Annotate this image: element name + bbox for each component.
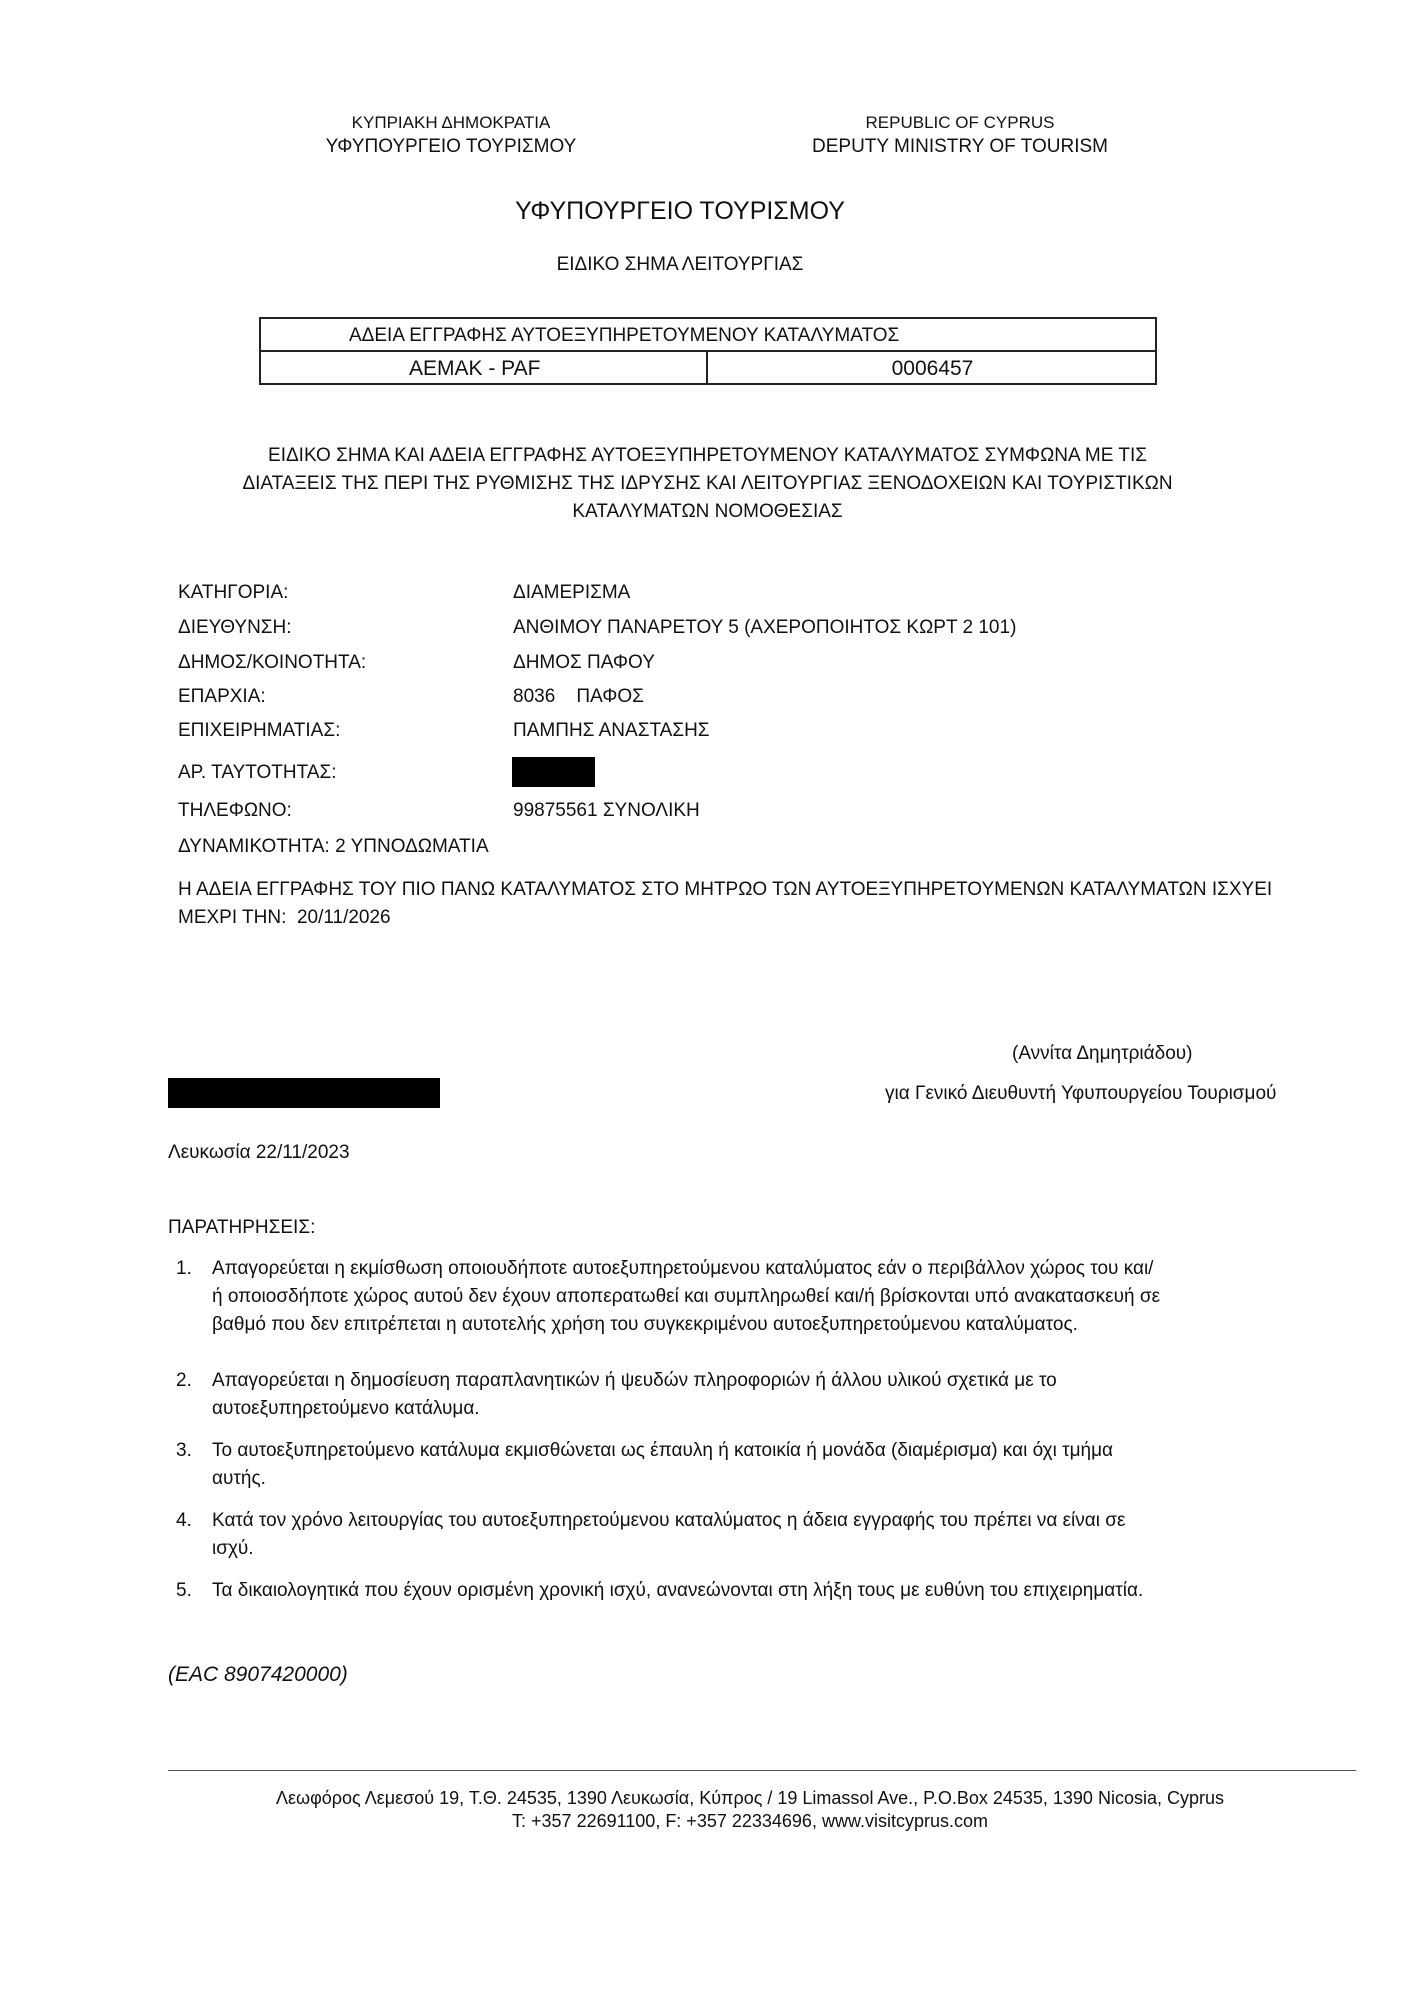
intro-line: ΕΙΔΙΚΟ ΣΗΜΑ ΚΑΙ ΑΔΕΙΑ ΕΓΓΡΑΦΗΣ ΑΥΤΟΕΞΥΠΗΡΕΤΟΥΜΕΝΟΥ ΚΑΤΑΛΥΜΑΤΟΣ ΣΥΜΦΩΝΑ ΜΕ ΤΙΣ	[268, 445, 1147, 466]
remark-item	[168, 1577, 1358, 1605]
capacity-label: ΔΥΝΑΜΙΚΟΤΗΤΑ: 2 ΥΠΝΟΔΩΜΑΤΙΑ	[178, 836, 489, 857]
signer-title: για Γενικό Διευθυντή Υφυπουργείου Τουρισμού	[885, 1083, 1277, 1104]
phone-label: ΤΗΛΕΦΩΝΟ:	[178, 800, 292, 821]
municipality-label: ΔΗΜΟΣ/ΚΟΙΝΟΤΗΤΑ:	[178, 652, 367, 673]
remarks-title: ΠΑΡΑΤΗΡΗΣΕΙΣ:	[168, 1217, 316, 1238]
validity-expiry: ΜΕΧΡΙ ΤΗΝ: 20/11/2026	[178, 907, 391, 928]
remark-number: 5.	[176, 1580, 192, 1601]
intro-line: ΚΑΤΑΛΥΜΑΤΩΝ ΝΟΜΟΘΕΣΙΑΣ	[572, 501, 843, 522]
signer-name: (Αννίτα Δημητριάδου)	[1012, 1043, 1193, 1064]
document-title: ΥΦΥΠΟΥΡΓΕΙΟ ΤΟΥΡΙΣΜΟΥ	[515, 197, 845, 225]
licence-box	[259, 317, 1157, 385]
id-number-redaction	[512, 757, 595, 787]
remark-line: ή οποιοσδήποτε χώρος αυτού δεν έχουν αποπερατωθεί και συμπληρωθεί και/ή βρίσκονται υπό ανακατασκευή σε	[212, 1286, 1161, 1307]
address-label: ΔΙΕΥΘΥΝΣΗ:	[178, 617, 292, 638]
remark-number: 3.	[176, 1440, 192, 1461]
remark-line: Τα δικαιολογητικά που έχουν ορισμένη χρονική ισχύ, ανανεώνονται στη λήξη τους με ευθύνη του επιχειρηματία.	[212, 1580, 1144, 1601]
remark-line: Απαγορεύεται η εκμίσθωση οποιουδήποτε αυτοεξυπηρετούμενου καταλύματος εάν ο περιβάλλον χώρος του και/	[212, 1258, 1154, 1279]
municipality-value: ΔΗΜΟΣ ΠΑΦΟΥ	[513, 652, 655, 673]
id-number-label: ΑΡ. ΤΑΥΤΟΤΗΤΑΣ:	[178, 762, 337, 783]
header-greek-ministry: ΥΦΥΠΟΥΡΓΕΙΟ ΤΟΥΡΙΣΜΟΥ	[325, 136, 577, 157]
remark-item	[168, 1437, 1358, 1493]
remark-number: 4.	[176, 1510, 192, 1531]
header-english-country: REPUBLIC OF CYPRUS	[865, 113, 1055, 132]
category-label: ΚΑΤΗΓΟΡΙΑ:	[178, 582, 289, 603]
licence-number: 0006457	[891, 357, 974, 380]
owner-value: ΠΑΜΠΗΣ ΑΝΑΣΤΑΣΗΣ	[513, 720, 710, 741]
validity-statement	[178, 876, 1358, 932]
licence-code: AEMAK - PAF	[261, 352, 708, 385]
owner-label: ΕΠΙΧΕΙΡΗΜΑΤΙΑΣ:	[178, 720, 341, 741]
intro-paragraph	[180, 442, 1235, 526]
footer-address: Λεωφόρος Λεμεσού 19, Τ.Θ. 24535, 1390 Λευκωσία, Κύπρος / 19 Limassol Ave., P.O.Box 24535, 1390 Nicosia, Cyprus	[276, 1788, 1224, 1808]
header-greek-country: ΚΥΠΡΙΑΚΗ ΔΗΜΟΚΡΑΤΙΑ	[351, 113, 551, 132]
remark-item	[168, 1367, 1358, 1423]
district-value: 8036 ΠΑΦΟΣ	[513, 686, 644, 707]
remark-line: Κατά τον χρόνο λειτουργίας του αυτοεξυπηρετούμενου καταλύματος η άδεια εγγραφής του πρέπει να είναι σε	[212, 1510, 1126, 1531]
remark-line: Το αυτοεξυπηρετούμενο κατάλυμα εκμισθώνεται ως έπαυλη ή κατοικία ή μονάδα (διαμέρισμα) και όχι τμήμα	[212, 1440, 1114, 1461]
footer-contact: T: +357 22691100, F: +357 22334696, www.visitcyprus.com	[512, 1811, 988, 1831]
address-value: ΑΝΘΙΜΟΥ ΠΑΝΑΡΕΤΟΥ 5 (ΑΧΕΡΟΠΟΙΗΤΟΣ ΚΩΡΤ 2 101)	[513, 617, 1017, 638]
header-english-ministry: DEPUTY MINISTRY OF TOURISM	[812, 136, 1108, 157]
licence-heading-row	[261, 319, 1155, 352]
remark-line: ισχύ.	[212, 1538, 254, 1559]
validity-line: Η ΑΔΕΙΑ ΕΓΓΡΑΦΗΣ ΤΟΥ ΠΙΟ ΠΑΝΩ ΚΑΤΑΛΥΜΑΤΟΣ ΣΤΟ ΜΗΤΡΩΟ ΤΩΝ ΑΥΤΟΕΞΥΠΗΡΕΤΟΥΜΕΝΩΝ ΚΑΤΑΛΥΜΑΤΩΝ ΙΣΧΥΕΙ	[178, 879, 1273, 900]
licence-heading: ΑΔΕΙΑ ΕΓΓΡΑΦΗΣ ΑΥΤΟΕΞΥΠΗΡΕΤΟΥΜΕΝΟΥ ΚΑΤΑΛΥΜΑΤΟΣ	[349, 325, 900, 346]
document-subtitle: ΕΙΔΙΚΟ ΣΗΜΑ ΛΕΙΤΟΥΡΓΙΑΣ	[556, 254, 804, 275]
remark-line: αυτής.	[212, 1468, 266, 1489]
remark-item	[168, 1507, 1358, 1563]
remark-line: Απαγορεύεται η δημοσίευση παραπλανητικών ή ψευδών πληροφοριών ή άλλου υλικού σχετικά με το	[212, 1370, 1057, 1391]
place-date: Λευκωσία 22/11/2023	[168, 1142, 350, 1163]
licence-number-row	[261, 352, 1155, 385]
remark-number: 2.	[176, 1370, 192, 1391]
remarks-list	[168, 1255, 1358, 1619]
signature-redaction	[168, 1078, 440, 1108]
footer-divider	[168, 1770, 1356, 1771]
eac-code: (EAC 8907420000)	[168, 1663, 348, 1686]
remark-item	[168, 1255, 1358, 1339]
remark-line: βαθμό που δεν επιτρέπεται η αυτοτελής χρήση του συγκεκριμένου αυτοεξυπηρετούμενου καταλύματος.	[212, 1314, 1078, 1335]
category-value: ΔΙΑΜΕΡΙΣΜΑ	[513, 582, 631, 603]
remark-number: 1.	[176, 1258, 192, 1279]
remark-line: αυτοεξυπηρετούμενο κατάλυμα.	[212, 1398, 480, 1419]
phone-value: 99875561 ΣΥΝΟΛΙΚΗ	[513, 800, 700, 821]
intro-line: ΔΙΑΤΑΞΕΙΣ ΤΗΣ ΠΕΡΙ ΤΗΣ ΡΥΘΜΙΣΗΣ ΤΗΣ ΙΔΡΥΣΗΣ ΚΑΙ ΛΕΙΤΟΥΡΓΙΑΣ ΞΕΝΟΔΟΧΕΙΩΝ ΚΑΙ ΤΟΥΡΙΣΤΙΚΩΝ	[242, 473, 1173, 494]
district-label: ΕΠΑΡΧΙΑ:	[178, 686, 266, 707]
